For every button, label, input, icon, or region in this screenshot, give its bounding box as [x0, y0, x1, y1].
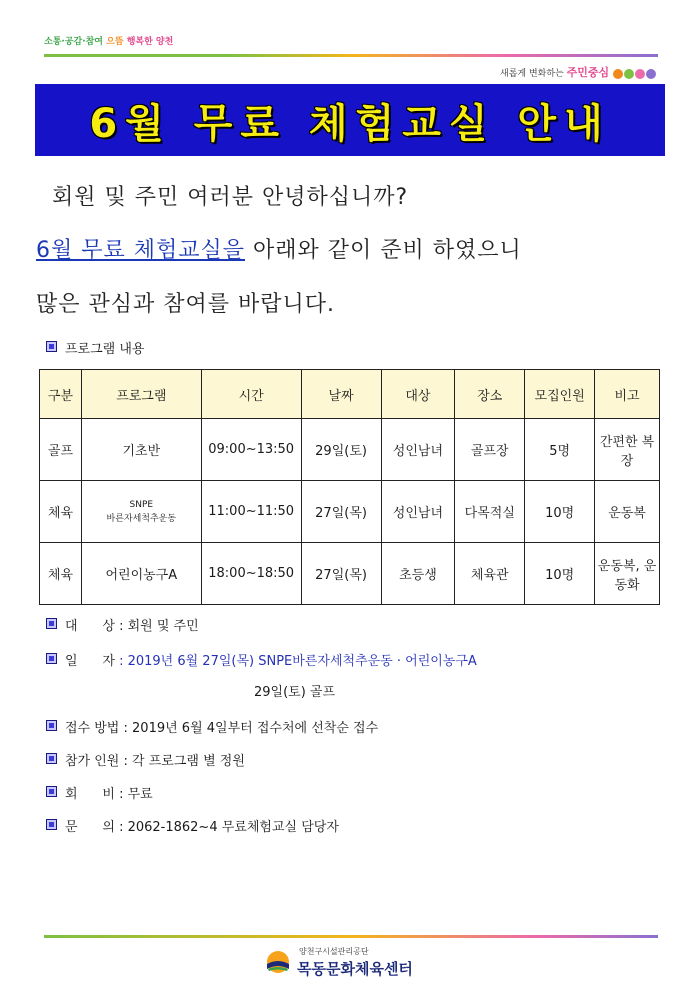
slogan-part1: 소통·공감·참여 — [44, 37, 104, 47]
cell-target: 성인남녀 — [381, 419, 455, 481]
cell-time: 11:00~11:50 — [201, 481, 301, 543]
intro-line2 — [36, 233, 522, 264]
detail-value: : 2019년 6월 27일(목) SNPE바른자세척추운동 · 어린이농구A — [119, 654, 477, 669]
detail-key: 대 상 — [65, 619, 115, 634]
cell-time: 18:00~18:50 — [201, 543, 301, 605]
bullet-square-icon — [46, 819, 57, 830]
bottom-divider — [44, 935, 658, 938]
motto-dot-icon — [624, 69, 634, 79]
title-banner — [35, 84, 665, 156]
detail-capacity — [46, 753, 245, 768]
intro-program-link: 6월 무료 체험교실을 — [36, 238, 245, 263]
table-row — [40, 419, 660, 481]
motto-dot-icon — [635, 69, 645, 79]
cell-date: 29일(토) — [301, 419, 381, 481]
footer-org: 양천구시설관리공단 — [299, 947, 369, 956]
sun-logo-icon — [265, 949, 291, 975]
bullet-square-icon — [46, 653, 57, 664]
motto-highlight: 주민중심 — [566, 66, 610, 79]
cell-note: 간편한 복장 — [595, 419, 660, 481]
cell-count: 5명 — [525, 419, 595, 481]
intro-greeting: 회원 및 주민 여러분 안녕하십니까? — [52, 185, 409, 210]
motto-prefix: 새롭게 변화하는 — [500, 69, 564, 79]
cell-date: 27일(목) — [301, 543, 381, 605]
column-header: 구분 — [40, 370, 82, 419]
column-header: 프로그램 — [81, 370, 201, 419]
detail-value: : 회원 및 주민 — [119, 619, 199, 634]
detail-key: 문 의 — [65, 820, 115, 835]
table-header-row — [40, 370, 660, 419]
column-header: 장소 — [455, 370, 525, 419]
detail-key: 일 자 — [65, 654, 115, 669]
column-header: 모집인원 — [525, 370, 595, 419]
detail-reception — [46, 720, 378, 735]
motto-dot-icon — [646, 69, 656, 79]
column-header: 날짜 — [301, 370, 381, 419]
cell-count: 10명 — [525, 481, 595, 543]
detail-target — [46, 618, 199, 633]
detail-key: 접수 방법 — [65, 721, 120, 736]
bullet-square-icon — [46, 720, 57, 731]
detail-inquiry — [46, 819, 339, 834]
bullet-square-icon — [46, 618, 57, 629]
cell-target: 성인남녀 — [381, 481, 455, 543]
column-header: 시간 — [201, 370, 301, 419]
detail-key: 참가 인원 — [65, 754, 120, 769]
bullet-square-icon — [46, 753, 57, 764]
detail-date — [46, 653, 477, 668]
cell-program: 기초반 — [81, 419, 201, 481]
detail-key: 회 비 — [65, 787, 115, 802]
detail-value: : 무료 — [119, 787, 153, 802]
cell-count: 10명 — [525, 543, 595, 605]
footer-center-name: 목동문화체육센터 — [297, 960, 413, 978]
intro-line3: 많은 관심과 참여를 바랍니다. — [36, 292, 335, 317]
cell-time: 09:00~13:50 — [201, 419, 301, 481]
program-table — [39, 369, 660, 605]
detail-date-line2: 29일(토) 골프 — [254, 685, 336, 700]
section-label-text: 프로그램 내용 — [65, 342, 145, 357]
section-label — [46, 338, 144, 357]
column-header: 대상 — [381, 370, 455, 419]
header-motto — [500, 64, 656, 80]
cell-place: 골프장 — [455, 419, 525, 481]
cell-note: 운동복 — [595, 481, 660, 543]
cell-program: 어린이농구A — [81, 543, 201, 605]
cell-category: 체육 — [40, 543, 82, 605]
program-subname: 바른자세척추운동 — [106, 513, 177, 524]
intro-line2-rest: 아래와 같이 준비 하였으니 — [245, 238, 522, 263]
detail-value: : 각 프로그램 별 정원 — [123, 754, 245, 769]
detail-value: : 2019년 6월 4일부터 접수처에 선착순 접수 — [123, 721, 379, 736]
cell-date: 27일(목) — [301, 481, 381, 543]
column-header: 비고 — [595, 370, 660, 419]
slogan-part3: 행복한 양천 — [126, 37, 174, 47]
motto-dot-icon — [613, 69, 623, 79]
cell-note: 운동복, 운동화 — [595, 543, 660, 605]
detail-value: : 2062-1862~4 무료체험교실 담당자 — [119, 820, 339, 835]
program-name: SNPE — [129, 499, 154, 510]
slogan-part2: 으뜸 — [106, 37, 124, 47]
cell-category: 체육 — [40, 481, 82, 543]
cell-place: 체육관 — [455, 543, 525, 605]
bullet-square-icon — [46, 341, 57, 352]
cell-category: 골프 — [40, 419, 82, 481]
cell-place: 다목적실 — [455, 481, 525, 543]
header-slogan — [44, 34, 173, 47]
cell-program — [81, 481, 201, 543]
detail-fee — [46, 786, 153, 801]
top-divider — [44, 54, 658, 57]
bullet-square-icon — [46, 786, 57, 797]
page-title: 6월 무료 체험교실 안내 — [89, 100, 611, 147]
cell-target: 초등생 — [381, 543, 455, 605]
table-row — [40, 481, 660, 543]
table-row — [40, 543, 660, 605]
